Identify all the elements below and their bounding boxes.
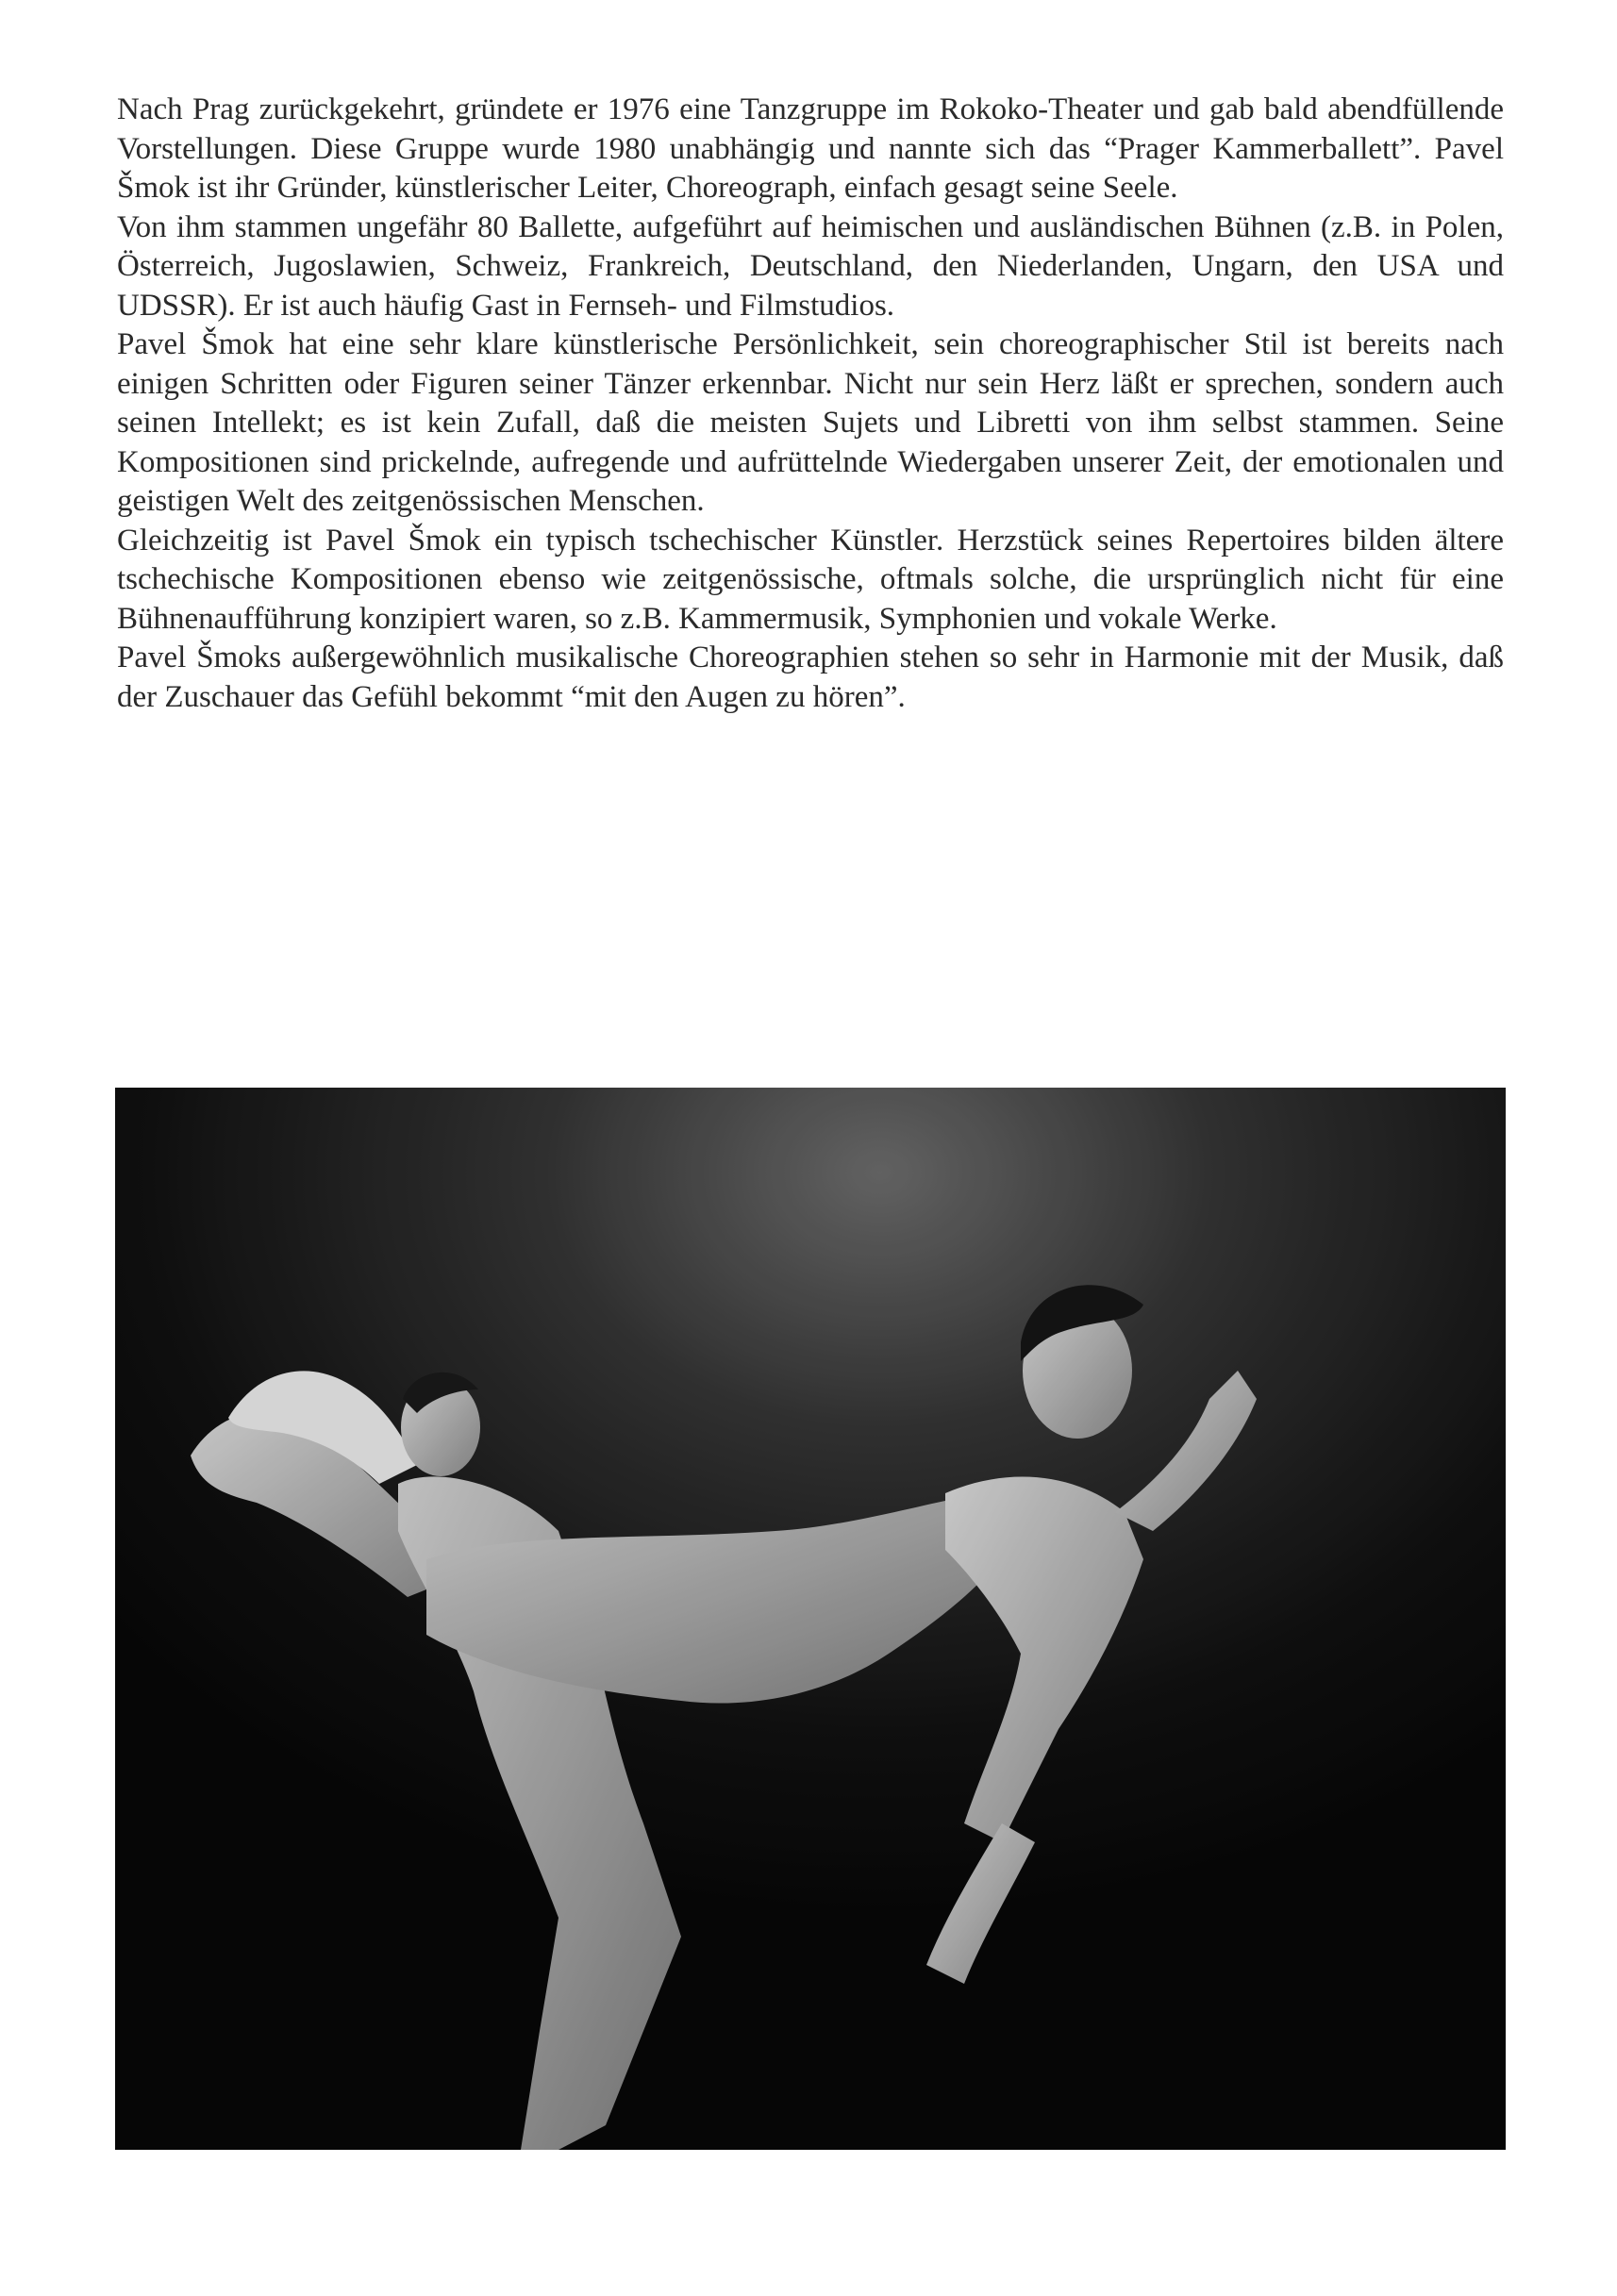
- paragraph-3: Pavel Šmok hat eine sehr klare künstlerische Persönlichkeit, sein choreographischer Stil ist bereits nach einigen Schritten oder Figuren seiner Tänzer erkennbar. Nicht nur sein Herz läßt er sprechen, sondern auch seinen Intellekt; es ist kein Zufall, daß die meisten Sujets und Libretti von ihm selbst stammen. Seine Kompositionen sind prickelnde, aufregende und aufrüttelnde Wiedergaben unserer Zeit, der emotionalen und geistigen Welt des zeitgenössischen Menschen.: [117, 327, 1504, 518]
- paragraph-2: Von ihm stammen ungefähr 80 Ballette, aufgeführt auf heimischen und ausländischen Bühnen (z.B. in Polen, Österreich, Jugoslawien, Schweiz, Frankreich, Deutschland, den Niederlanden, Ungarn, den USA und UDSSR). Er ist auch häufig Gast in Fernseh- und Filmstudios.: [117, 209, 1504, 323]
- paragraph-4: Gleichzeitig ist Pavel Šmok ein typisch tschechischer Künstler. Herzstück seines Repertoires bilden ältere tschechische Kompositionen ebenso wie zeitgenössische, oftmals solche, die ursprünglich nicht für eine Bühnenaufführung konzipiert waren, so z.B. Kammermusik, Symphonien und vokale Werke.: [117, 523, 1504, 636]
- dancers-photo: [115, 1088, 1506, 2150]
- dancers-photo-image: [115, 1088, 1506, 2150]
- paragraph-1: Nach Prag zurückgekehrt, gründete er 1976 eine Tanzgruppe im Rokoko-Theater und gab bald abendfüllende Vorstellungen. Diese Gruppe wurde 1980 unabhängig und nannte sich das “Prager Kammerballett”. Pavel Šmok ist ihr Gründer, künstlerischer Leiter, Choreograph, einfach gesagt seine Seele.: [117, 92, 1504, 205]
- paragraph-5: Pavel Šmoks außergewöhnlich musikalische Choreographien stehen so sehr in Harmonie mit der Musik, daß der Zuschauer das Gefühl bekommt “mit den Augen zu hören”.: [117, 641, 1504, 714]
- article-text: [117, 91, 1504, 717]
